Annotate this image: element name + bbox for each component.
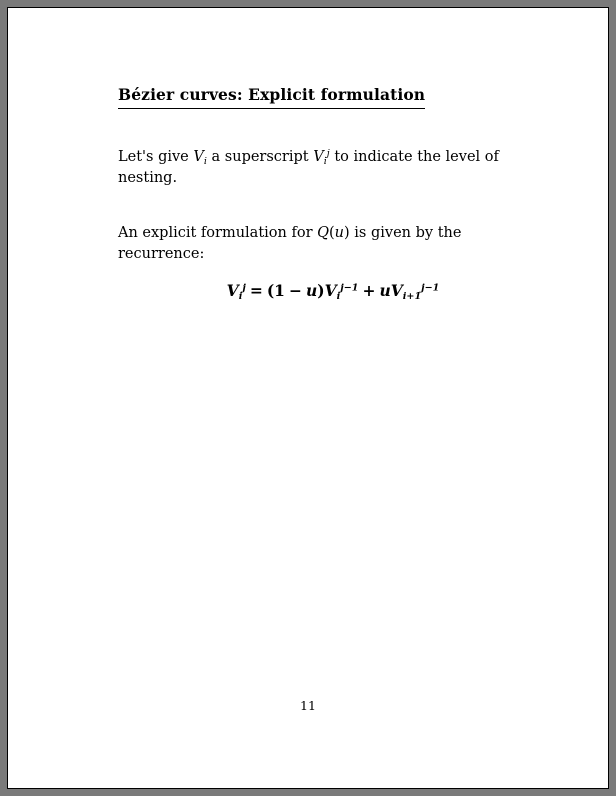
equation-open-paren: (: [266, 280, 275, 300]
equation-lhs-base: V: [226, 280, 239, 300]
recurrence-equation: [118, 281, 538, 300]
variable-v-subscript: i: [203, 155, 207, 167]
equation-lhs-superscript: j: [242, 282, 246, 294]
function-close-paren: ): [344, 224, 350, 241]
equation-minus-sign: −: [288, 280, 302, 300]
equation-equals-sign: =: [249, 280, 263, 300]
equation-u-first: u: [305, 280, 318, 300]
page-title: Bézier curves: Explicit formulation: [118, 86, 425, 109]
equation-term2-base: V: [390, 280, 403, 300]
slide-page: [7, 7, 609, 789]
paragraph-1-part-1: Let's give: [118, 148, 194, 165]
paragraph-2-part-1: An explicit formulation for: [118, 224, 318, 241]
page-number: 11: [300, 698, 316, 713]
variable-v: V: [193, 148, 204, 165]
paragraph-recurrence: [118, 223, 508, 265]
function-q: Q: [317, 224, 329, 241]
equation-term2-subscript: i+1: [402, 290, 422, 302]
paragraph-nesting: [118, 147, 508, 189]
slide-content: [118, 86, 538, 300]
equation-term1-superscript: j−1: [340, 282, 359, 294]
equation-close-paren: ): [317, 280, 325, 300]
equation-lhs-subscript: i: [238, 290, 243, 302]
variable-vj-superscript: j: [326, 147, 330, 159]
equation-plus-sign: +: [362, 280, 376, 300]
equation-u-second: u: [379, 280, 391, 300]
function-open-paren: (: [329, 224, 335, 241]
variable-vj: V: [313, 148, 324, 165]
equation-one: 1: [274, 280, 285, 300]
variable-vj-subscript: i: [323, 155, 327, 167]
paragraph-1-part-3: to indicate the level of nesting.: [118, 148, 499, 186]
paragraph-1-part-2: a superscript: [206, 148, 314, 165]
paragraph-2-part-2: is given by the recurrence:: [118, 224, 462, 262]
function-argument-u: u: [334, 224, 345, 241]
equation-term2-superscript: j−1: [421, 282, 440, 294]
equation-term1-base: V: [324, 280, 337, 300]
equation-term1-subscript: i: [336, 290, 341, 302]
